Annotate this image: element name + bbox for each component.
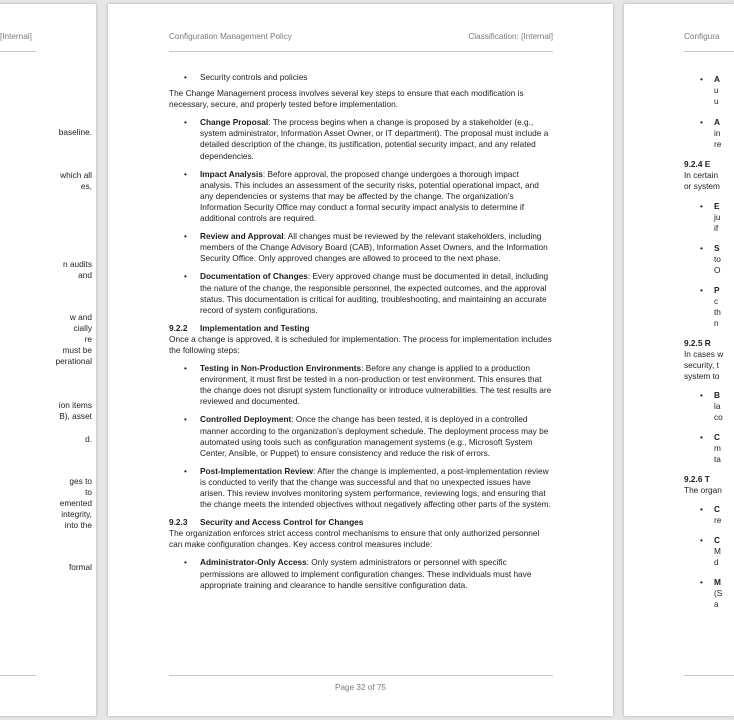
text-fragment: The organ — [684, 485, 722, 495]
text-fragment: formal — [68, 562, 92, 572]
text-fragment: 9.2.5 R — [684, 338, 711, 348]
list-item-term: Impact Analysis — [200, 168, 263, 179]
list-item-text: : Once the change has been tested, it is deployed in a controlled manner according to the organization’s deployment schedule. The deployment process may be automated using tools such as configuration management systems (e.g., Microsoft System Center, Ansible, or Puppet) to ensure consistency and reduce the risk of errors. — [200, 414, 549, 458]
list-item — [169, 231, 553, 264]
text-fragment: u — [714, 96, 719, 106]
bullet-icon: • — [700, 390, 703, 400]
bullet-icon: • — [700, 577, 703, 587]
current-page — [108, 4, 613, 716]
text-fragment: integrity, — [61, 509, 92, 519]
list-item — [169, 169, 553, 224]
bullet-icon: • — [700, 432, 703, 442]
bullet-icon: • — [184, 271, 187, 282]
list-item-text: : All changes must be reviewed by the relevant stakeholders, including members of the Change Advisory Board (CAB), Information Asset Owners, and the Information Security Office. Only approved changes are allowed to proceed to the next phase. — [200, 231, 548, 264]
header-rule — [169, 51, 553, 52]
list-item-text: : Before approval, the proposed change undergoes a thorough impact analysis. This includes an assessment of the security risks, potential operational impact, and any dependencies or systems that may be affected by the change. The organization’s Information Security Office may conduct a formal security impact analysis to determine if additional controls are required. — [200, 168, 539, 224]
text-fragment: re — [714, 515, 722, 525]
text-fragment: security, t — [684, 360, 719, 370]
text-fragment: re — [714, 139, 722, 149]
implementation-steps-list — [169, 363, 553, 510]
list-item-term: Post-Implementation Review — [200, 465, 313, 476]
text-fragment: O — [714, 265, 721, 275]
text-fragment: C — [714, 535, 720, 545]
text-fragment: C — [714, 504, 720, 514]
text-fragment: 9.2.4 E — [684, 159, 711, 169]
footer-rule — [0, 675, 36, 676]
next-page-header: Configura — [684, 32, 720, 41]
previous-page — [0, 4, 96, 716]
text-fragment: M — [714, 577, 721, 587]
text-fragment: perational — [55, 356, 92, 366]
list-item-text: : Only system administrators or personnel with specific permissions are allowed to implement configuration changes. These individuals must have appropriate training and clearance to handle sensitive configuration data. — [200, 557, 532, 590]
list-item — [169, 414, 553, 458]
bullet-icon: • — [700, 201, 703, 211]
list-item-text: : Every approved change must be documented in detail, including the nature of the change, the responsible personnel, the expected outcomes, and the approval status. This documentation is critical for auditing, troubleshooting, and maintaining an accurate record of system configurations. — [200, 271, 549, 315]
text-fragment: which all — [60, 170, 92, 180]
header-rule — [684, 51, 734, 52]
text-fragment: A — [714, 74, 720, 84]
text-fragment: n audits — [62, 259, 92, 269]
list-item — [169, 363, 553, 407]
text-fragment: la — [714, 401, 721, 411]
section-heading-9-2-3: 9.2.3 Security and Access Control for Changes — [169, 517, 364, 528]
text-fragment: a — [714, 599, 719, 609]
previous-page-header: [Internal] — [0, 32, 32, 41]
text-fragment: ju — [714, 212, 721, 222]
list-item-term: Review and Approval — [200, 231, 284, 242]
text-fragment: In cases w — [684, 349, 724, 359]
text-fragment: u — [714, 85, 719, 95]
list-item — [169, 271, 553, 315]
text-fragment: d. — [85, 434, 92, 444]
bullet-icon: • — [700, 243, 703, 253]
section-9-2-2-intro: Once a change is approved, it is scheduled for implementation. The process for implementation includes the following steps: — [169, 333, 552, 355]
section-9-2-3-intro: The organization enforces strict access control mechanisms to ensure that only authorized personnel can make configuration changes. Key access control measures include: — [169, 528, 540, 550]
list-item — [169, 557, 553, 590]
next-page — [624, 4, 734, 716]
bullet-icon: • — [700, 74, 703, 84]
text-fragment: cially — [73, 323, 92, 333]
text-fragment: th — [714, 307, 721, 317]
page-number: Page 32 of 75 — [335, 683, 386, 692]
text-fragment: B — [714, 390, 720, 400]
list-item-text: : The process begins when a change is proposed by a stakeholder (e.g., system administrator, Information Asset Owner, or IT department). The proposal must include a detailed description of the change, its justification, potential security impact, and any related dependencies. — [200, 117, 549, 161]
text-fragment: ges to — [69, 476, 92, 486]
text-fragment: m — [714, 443, 721, 453]
change-steps-list — [169, 117, 553, 316]
text-fragment: if — [714, 223, 719, 233]
text-fragment: and — [78, 270, 92, 280]
section-heading-9-2-2: 9.2.2 Implementation and Testing — [169, 322, 310, 333]
text-fragment: ion items — [58, 400, 92, 410]
text-fragment: co — [714, 412, 723, 422]
text-fragment: or system — [684, 181, 720, 191]
text-fragment: system to — [684, 371, 720, 381]
access-control-list — [169, 557, 553, 590]
list-item-term: Testing in Non-Production Environments — [200, 363, 362, 374]
bullet-icon: • — [184, 231, 187, 242]
text-fragment: M — [714, 546, 721, 556]
header-rule — [0, 51, 36, 52]
bullet-icon: • — [184, 168, 187, 179]
text-fragment: 9.2.6 T — [684, 474, 710, 484]
text-fragment: c — [714, 296, 719, 306]
bullet-icon: • — [700, 117, 703, 127]
text-fragment: d — [714, 557, 719, 567]
text-fragment: (S — [714, 588, 723, 598]
text-fragment: w and — [69, 312, 92, 322]
bullet-icon: • — [184, 465, 187, 476]
text-fragment: emented — [59, 498, 92, 508]
list-item: • Security controls and policies — [184, 72, 308, 82]
text-fragment: C — [714, 432, 720, 442]
list-item — [169, 466, 553, 510]
text-fragment: must be — [62, 345, 92, 355]
text-fragment: S — [714, 243, 720, 253]
text-fragment: P — [714, 285, 720, 295]
footer-rule — [684, 675, 734, 676]
bullet-icon: • — [700, 504, 703, 514]
text-fragment: es, — [80, 181, 92, 191]
list-item-term: Controlled Deployment — [200, 414, 292, 425]
bullet-icon: • — [184, 117, 187, 128]
list-item-term: Administrator-Only Access — [200, 557, 307, 568]
text-fragment: into the — [64, 520, 92, 530]
list-item-text: : After the change is implemented, a post-implementation review is conducted to verify that the change was successful and that no unexpected issues have arisen. This review involves monitoring system performance, reviewing logs, and ensuring that the change meets the intended objectives without negatively affecting other parts of the system. — [200, 465, 551, 510]
list-item-text: : Before any change is applied to a production environment, it must first be tested in a non-production or test environment. This ensures that the change does not disrupt system functionality or introduce vulnerabilities. The test results are reviewed and documented. — [200, 363, 552, 407]
footer-rule — [169, 675, 553, 676]
list-item — [169, 117, 553, 161]
text-fragment: to — [85, 487, 92, 497]
header-title: Configuration Management Policy — [169, 32, 292, 41]
text-fragment: A — [714, 117, 720, 127]
text-fragment: In certain — [684, 170, 719, 180]
bullet-icon: • — [184, 363, 187, 374]
list-item-term: Change Proposal — [200, 117, 269, 128]
text-fragment: baseline. — [58, 127, 92, 137]
page-body — [169, 72, 553, 591]
bullet-icon: • — [184, 557, 187, 568]
text-fragment: B), asset — [59, 411, 92, 421]
text-fragment: in — [714, 128, 721, 138]
bullet-icon: • — [700, 285, 703, 295]
text-fragment: ta — [714, 454, 721, 464]
text-fragment: E — [714, 201, 720, 211]
header-classification: Classification: [Internal] — [468, 32, 553, 41]
bullet-icon: • — [184, 414, 187, 425]
text-fragment: n — [714, 318, 719, 328]
text-fragment: to — [714, 254, 721, 264]
change-management-intro: The Change Management process involves several key steps to ensure that each modification is necessary, secure, and properly tested before implementation. — [169, 88, 524, 110]
text-fragment: re — [84, 334, 92, 344]
bullet-icon: • — [700, 535, 703, 545]
list-item-term: Documentation of Changes — [200, 271, 308, 282]
